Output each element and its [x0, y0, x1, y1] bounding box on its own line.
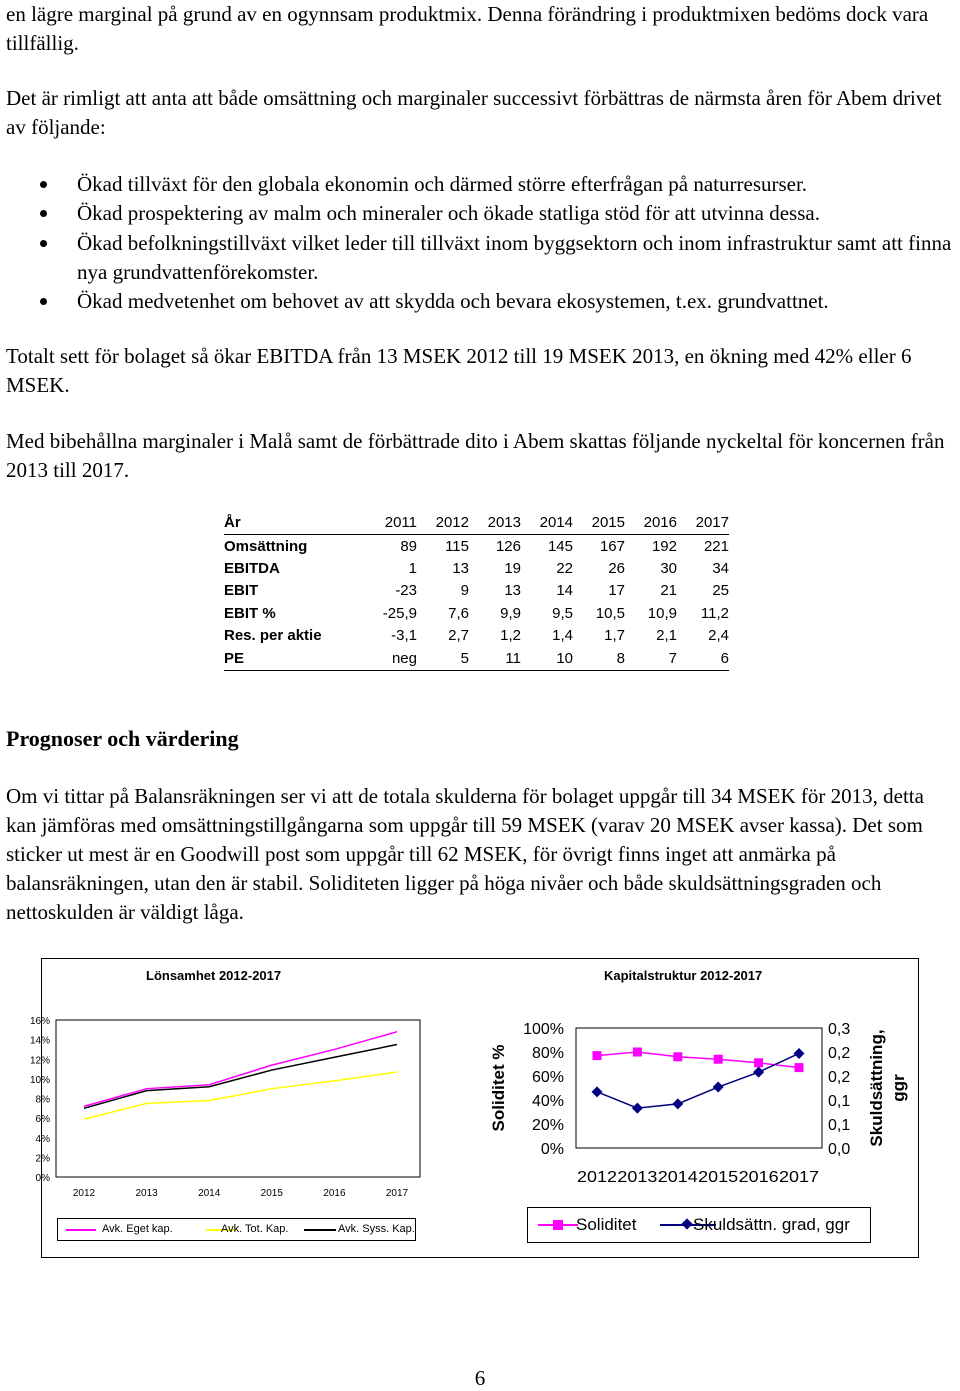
table-header-cell: 2015 — [573, 512, 625, 535]
table-cell: -23 — [395, 582, 417, 600]
y-tick-label: 8% — [35, 1094, 50, 1106]
table-cell: 14 — [556, 582, 573, 600]
bullet-item — [40, 199, 955, 228]
table-cell: 1 — [408, 559, 417, 577]
bullet-item — [40, 229, 955, 287]
table-cell: 17 — [608, 582, 625, 600]
chart-title-profitability: Lönsamhet 2012-2017 — [146, 968, 282, 983]
y-tick-label: 14% — [29, 1035, 50, 1047]
key-figures-table — [224, 512, 729, 671]
y2-axis-label: Skuldsättning, — [867, 1029, 886, 1147]
table-header-cell: 2011 — [334, 512, 417, 535]
table-header-cell: 2017 — [677, 512, 729, 535]
table-header-cell: 2016 — [625, 512, 677, 535]
y-tick-label: 60% — [531, 1069, 564, 1086]
legend-label: Soliditet — [576, 1215, 637, 1234]
table-row — [224, 580, 729, 602]
table-row — [224, 558, 729, 580]
y-tick-label: 2% — [35, 1153, 50, 1165]
bullet-item — [40, 287, 955, 316]
table-cell: 22 — [556, 559, 573, 577]
table-cell: 8 — [573, 647, 625, 670]
bullet-text: Ökad medvetenhet om behovet av att skydda och bevara ekosystemen, t.ex. grundvattnet. — [77, 289, 829, 313]
table-cell: 5 — [417, 647, 469, 670]
bullet-icon — [40, 240, 47, 247]
y-tick-label: 12% — [29, 1055, 50, 1067]
table-cell: 10,9 — [647, 604, 677, 622]
x-tick-label: 2016 — [738, 1169, 779, 1186]
x-tick-label: 2017 — [779, 1169, 820, 1186]
table-header-cell: 2012 — [417, 512, 469, 535]
table-cell: 11 — [469, 647, 521, 670]
capital-structure-legend — [527, 1207, 871, 1243]
y-tick-label: 40% — [531, 1093, 564, 1110]
table-cell: 13 — [452, 559, 469, 577]
table-cell: 2,1 — [656, 627, 677, 645]
table-header-row — [224, 512, 729, 535]
y2-tick-label: 0,2 — [828, 1045, 851, 1062]
y-tick-label: 4% — [35, 1133, 50, 1145]
table-cell: 10,5 — [595, 604, 625, 622]
table-cell: neg — [334, 647, 417, 670]
bullet-icon — [40, 298, 47, 305]
forecast-paragraph: Med bibehållna marginaler i Malå samt de förbättrade dito i Abem skattas följande nyckeltal för koncernen från 2013 till 2017. — [6, 429, 945, 482]
y-tick-label: 10% — [29, 1074, 50, 1086]
table-cell: 115 — [445, 537, 469, 555]
x-tick-label: 2014 — [657, 1169, 698, 1186]
x-tick-label: 2015 — [698, 1169, 739, 1186]
y2-tick-label: 0,3 — [828, 1021, 851, 1038]
table-cell: 13 — [504, 582, 521, 600]
bullet-text: Ökad prospektering av malm och mineraler och ökade statliga stöd för att utvinna dessa. — [77, 201, 820, 225]
table-cell: 126 — [495, 537, 521, 555]
table-row — [224, 535, 729, 558]
table-cell: 34 — [712, 559, 729, 577]
table-cell: EBIT — [224, 582, 259, 600]
x-tick-label: 2013 — [135, 1188, 158, 1199]
table-row — [224, 625, 729, 647]
bullet-icon — [40, 210, 47, 217]
table-header-cell: 2013 — [469, 512, 521, 535]
table-cell: Res. per aktie — [224, 627, 322, 645]
bullet-item — [40, 170, 955, 199]
y-tick-label: 0% — [35, 1173, 50, 1184]
x-tick-label: 2012 — [577, 1169, 618, 1186]
balance-paragraph: Om vi tittar på Balansräkningen ser vi att de totala skulderna för bolaget uppgår till 34 MSEK för 2013, detta kan jämföras med omsättningstillgångarna som uppgår till 59 MSEK (varav 20 MSEK avser kassa). Det som sticker ut mest är en Goodwill post som uppgår till 62 MSEK, för övrigt finns inget att anmärka på balansräkningen, utan den är stabil. Soliditeten ligger på höga nivåer och både skuldsättningsgraden och nettoskulden är väldigt låga. — [6, 784, 924, 924]
table-cell: 11,2 — [700, 604, 729, 622]
legend-label: Avk. Eget kap. — [102, 1223, 173, 1235]
table-cell: 21 — [660, 582, 677, 600]
legend-marker-square-icon — [553, 1220, 563, 1230]
bullet-text: Ökad tillväxt för den globala ekonomin och därmed större efterfrågan på naturresurser. — [77, 172, 808, 196]
table-cell: 7,6 — [448, 604, 469, 622]
table-row — [224, 603, 729, 625]
table-cell: 1,2 — [500, 627, 521, 645]
table-cell: EBITDA — [224, 559, 280, 577]
y2-tick-label: 0,2 — [828, 1069, 851, 1086]
y-tick-label: 16% — [29, 1016, 50, 1027]
y-tick-label: 6% — [35, 1114, 50, 1126]
reasoning-paragraph: Det är rimligt att anta att både omsättning och marginaler successivt förbättras de närmsta åren för Abem drivet av följande: — [6, 86, 942, 139]
y2-axis-label: ggr — [889, 1074, 908, 1102]
table-cell: 9,9 — [500, 604, 521, 622]
y2-tick-label: 0,1 — [828, 1093, 851, 1110]
y-tick-label: 80% — [531, 1045, 564, 1062]
table-cell: 145 — [547, 537, 573, 555]
x-tick-label: 2017 — [385, 1188, 409, 1199]
table-cell: 2,7 — [448, 627, 469, 645]
x-tick-label: 2013 — [617, 1169, 658, 1186]
table-cell: 2,4 — [708, 627, 729, 645]
table-cell: 30 — [660, 559, 677, 577]
x-tick-label: 2012 — [72, 1188, 96, 1199]
table-cell: -3,1 — [391, 627, 417, 645]
table-cell: 25 — [712, 582, 729, 600]
table-cell: 89 — [400, 537, 417, 555]
table-cell: -25,9 — [382, 604, 417, 622]
table-cell: 9 — [460, 582, 469, 600]
x-tick-label: 2014 — [198, 1188, 221, 1199]
legend-label: Avk. Syss. Kap. — [338, 1223, 415, 1235]
table-cell: 1,4 — [552, 627, 573, 645]
table-header-cell: 2014 — [521, 512, 573, 535]
legend-marker-diamond-icon — [681, 1218, 692, 1229]
bullet-text: Ökad befolkningstillväxt vilket leder till tillväxt inom byggsektorn och inom infrastruktur samt att finna nya grundvattenförekomster. — [77, 231, 952, 284]
table-cell: 221 — [703, 537, 729, 555]
legend-label: Avk. Tot. Kap. — [221, 1223, 289, 1235]
table-cell: 10 — [521, 647, 573, 670]
y2-tick-label: 0,0 — [828, 1141, 851, 1158]
ebitda-paragraph: Totalt sett för bolaget så ökar EBITDA från 13 MSEK 2012 till 19 MSEK 2013, en ökning med 42% eller 6 MSEK. — [6, 344, 912, 397]
section-heading: Prognoser och värdering — [6, 726, 239, 751]
y-axis-label: Soliditet % — [489, 1044, 508, 1132]
bullet-icon — [40, 181, 47, 188]
table-cell: 167 — [599, 537, 625, 555]
table-cell: 192 — [651, 537, 677, 555]
x-tick-label: 2015 — [260, 1188, 283, 1199]
table-cell: Omsättning — [224, 537, 308, 555]
table-cell: PE — [224, 647, 334, 670]
y-tick-label: 100% — [523, 1021, 564, 1038]
y-tick-label: 20% — [531, 1117, 564, 1134]
page-number: 6 — [474, 1366, 486, 1390]
intro-paragraph: en lägre marginal på grund av en ogynnsam produktmix. Denna förändring i produktmixen bedöms dock vara tillfällig. — [6, 2, 929, 55]
legend-line-icon — [66, 1229, 96, 1231]
legend-label: Skuldsättn. grad, ggr — [693, 1215, 850, 1234]
table-cell: EBIT % — [224, 604, 276, 622]
x-tick-label: 2016 — [323, 1188, 346, 1199]
table-cell: 7 — [625, 647, 677, 670]
y-tick-label: 0% — [540, 1141, 564, 1158]
chart-title-capital-structure: Kapitalstruktur 2012-2017 — [604, 968, 763, 983]
table-cell: 26 — [608, 559, 625, 577]
profitability-legend — [57, 1218, 416, 1241]
table-row — [224, 647, 729, 670]
legend-line-icon — [304, 1229, 336, 1231]
table-cell: 9,5 — [552, 604, 573, 622]
y2-tick-label: 0,1 — [828, 1117, 851, 1134]
table-cell: 6 — [677, 647, 729, 670]
table-cell: 19 — [504, 559, 521, 577]
table-header-cell: År — [224, 512, 334, 535]
table-cell: 1,7 — [604, 627, 625, 645]
